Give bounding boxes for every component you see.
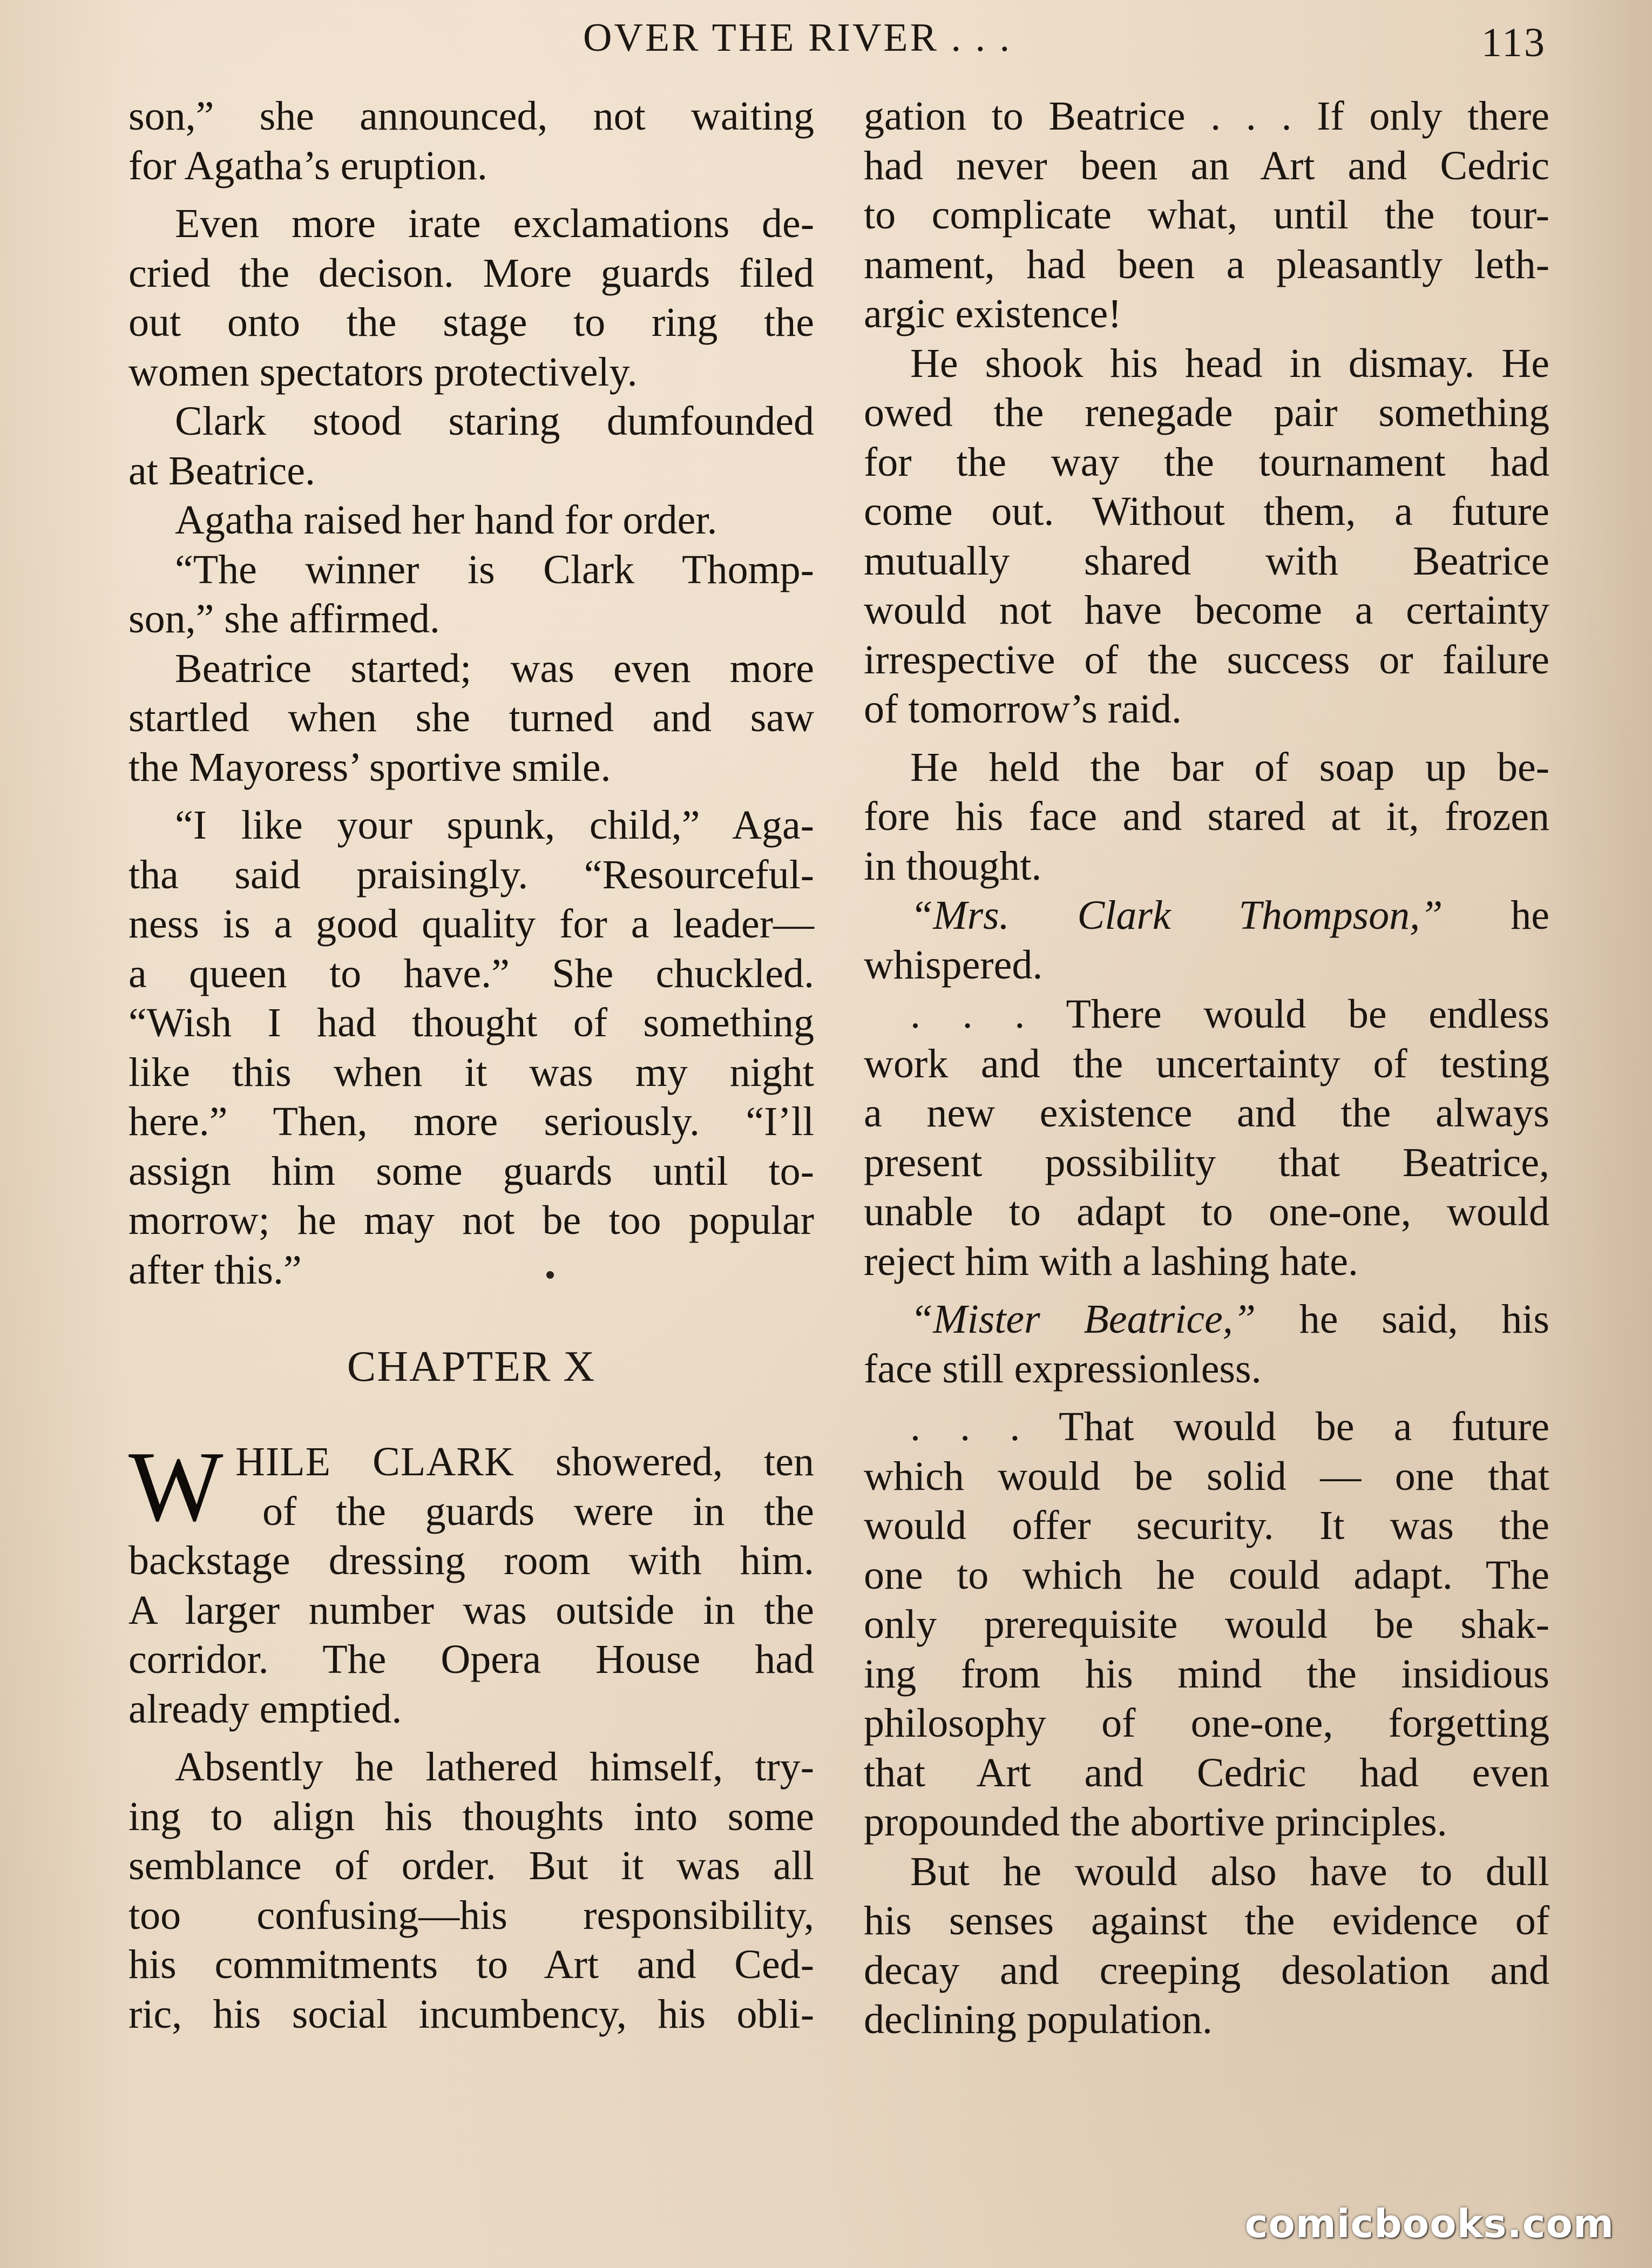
text-line: face still expressionless.	[864, 1346, 1262, 1392]
text-line: his commitments to Art and Ced-	[128, 1942, 814, 1987]
text-line: backstage dressing room with him.	[128, 1538, 814, 1583]
paragraph	[128, 1743, 814, 2039]
paragraph	[128, 496, 814, 545]
text-line: a new existence and the always	[864, 1090, 1549, 1136]
text-line: son,” she announced, not waiting	[128, 93, 814, 139]
chapter-opening-paragraph	[128, 1431, 814, 1734]
text-line: in thought.	[864, 843, 1042, 889]
text-line: whispered.	[864, 942, 1043, 988]
text-line: tha said praisingly. “Resourceful-	[128, 852, 814, 897]
text-line: fore his face and stared at it, frozen	[864, 794, 1549, 839]
text-line: startled when she turned and saw	[128, 695, 814, 740]
text-line: morrow; he may not be too popular	[128, 1198, 814, 1243]
text-line: come out. Without them, a future	[864, 489, 1549, 534]
text-line: present possibility that Beatrice,	[864, 1139, 1549, 1185]
text-span: he said, his	[1256, 1297, 1549, 1342]
text-line: here.” Then, more seriously. “I’ll	[128, 1099, 814, 1144]
paragraph	[864, 990, 1549, 1286]
text-span: he	[1443, 893, 1550, 938]
text-line: out onto the stage to ring the	[128, 300, 814, 345]
text-line: argic existence!	[864, 291, 1122, 336]
text-line: “Wish I had thought of something	[128, 1000, 814, 1045]
drop-cap: W	[128, 1431, 224, 1542]
text-line: A larger number was outside in the	[128, 1587, 814, 1633]
text-line: irrespective of the success or failure	[864, 637, 1549, 683]
text-line: He held the bar of soap up be-	[910, 744, 1549, 790]
text-line: had never been an Art and Cedric	[864, 143, 1549, 188]
text-line: after this.”	[128, 1247, 302, 1293]
text-line: only prerequisite would be shak-	[864, 1602, 1549, 1647]
text-line: ing from his mind the insidious	[864, 1651, 1549, 1697]
text-line: nament, had been a pleasantly leth-	[864, 241, 1549, 287]
small-caps-lead: HILE CLARK	[235, 1439, 514, 1484]
text-line: But he would also have to dull	[910, 1848, 1549, 1894]
text-line: ric, his social incumbency, his obli-	[128, 1991, 814, 2037]
watermark: comicbooks.com	[1244, 2201, 1614, 2246]
text-line: to complicate what, until the tour-	[864, 192, 1549, 238]
text-line: Clark stood staring dumfounded	[175, 399, 814, 444]
text-line: that Art and Cedric had even	[864, 1750, 1549, 1796]
page-number: 113	[1481, 20, 1546, 65]
text-line: corridor. The Opera House had	[128, 1637, 814, 1682]
paragraph	[864, 92, 1549, 339]
running-title: OVER THE RIVER . . .	[583, 16, 1012, 60]
text-line: would not have become a certainty	[864, 588, 1549, 633]
paragraph	[864, 891, 1549, 990]
paragraph	[864, 743, 1549, 892]
paragraph	[864, 1847, 1549, 2045]
text-line	[128, 1437, 814, 1487]
paragraph	[864, 1402, 1549, 1847]
text-line: Beatrice started; was even more	[175, 645, 814, 691]
text-line: semblance of order. But it was all	[128, 1843, 814, 1888]
text-line: ing to align his thoughts into some	[128, 1793, 814, 1839]
paragraph	[128, 801, 814, 1295]
text-line: propounded the abortive principles.	[864, 1799, 1447, 1845]
text-line: already emptied.	[128, 1686, 402, 1732]
text-line: a queen to have.” She chuckled.	[128, 950, 814, 996]
text-line: mutually shared with Beatrice	[864, 538, 1549, 584]
text-line: “The winner is Clark Thomp-	[175, 546, 814, 592]
text-line: would offer security. It was the	[864, 1503, 1549, 1548]
paragraph	[864, 1295, 1549, 1394]
text-line: unable to adapt to one-one, would	[864, 1189, 1549, 1234]
right-column	[864, 92, 1549, 2045]
text-line: reject him with a lashing hate.	[864, 1238, 1358, 1284]
italic-span: “Mrs. Clark Thompson,”	[910, 893, 1443, 938]
text-line: of the guards were in the	[262, 1488, 814, 1534]
text-line: the Mayoress’ sportive smile.	[128, 744, 611, 790]
text-line: son,” she affirmed.	[128, 596, 440, 642]
text-line: He shook his head in dismay. He	[910, 340, 1549, 386]
paragraph	[128, 199, 814, 397]
text-line: declining population.	[864, 1997, 1213, 2042]
text-line: “I like your spunk, child,” Aga-	[175, 802, 814, 848]
text-line: of tomorrow’s raid.	[864, 686, 1182, 732]
text-line: his senses against the evidence of	[864, 1898, 1549, 1943]
paragraph	[128, 545, 814, 644]
left-column	[128, 92, 814, 2039]
text-line: women spectators protectively.	[128, 349, 638, 395]
text-line: too confusing—his responsibility,	[128, 1892, 814, 1938]
text-line	[864, 1295, 1549, 1345]
text-line: philosophy of one-one, forgetting	[864, 1700, 1549, 1746]
paragraph	[128, 644, 814, 793]
paragraph	[864, 339, 1549, 734]
text-line: Absently he lathered himself, try-	[175, 1744, 814, 1790]
text-span: showered, ten	[514, 1439, 814, 1484]
text-line: gation to Beatrice . . . If only there	[864, 93, 1549, 139]
text-line: work and the uncertainty of testing	[864, 1041, 1549, 1086]
text-line: Agatha raised her hand for order.	[175, 497, 717, 543]
paragraph	[128, 1431, 814, 1734]
chapter-heading: CHAPTER X	[347, 1343, 596, 1390]
text-line: at Beatrice.	[128, 448, 316, 494]
text-line: cried the decison. More guards filed	[128, 250, 814, 296]
paragraph	[128, 92, 814, 191]
text-line: like this when it was my night	[128, 1049, 814, 1095]
italic-span: “Mister Beatrice,”	[910, 1297, 1256, 1342]
text-line	[864, 891, 1549, 941]
text-line: for Agatha’s eruption.	[128, 143, 488, 188]
text-line: for the way the tournament had	[864, 439, 1549, 485]
text-line: which would be solid — one that	[864, 1453, 1549, 1499]
text-line: . . . There would be endless	[910, 991, 1549, 1037]
text-line: ness is a good quality for a leader—	[128, 901, 814, 947]
text-line: owed the renegade pair something	[864, 390, 1549, 435]
text-line: decay and creeping desolation and	[864, 1947, 1549, 1993]
text-line: one to which he could adapt. The	[864, 1552, 1549, 1598]
paragraph	[128, 397, 814, 496]
text-line: assign him some guards until to-	[128, 1148, 814, 1194]
text-line: Even more irate exclamations de-	[175, 201, 814, 246]
ink-speck	[546, 1271, 554, 1279]
text-line: . . . That would be a future	[910, 1404, 1549, 1449]
